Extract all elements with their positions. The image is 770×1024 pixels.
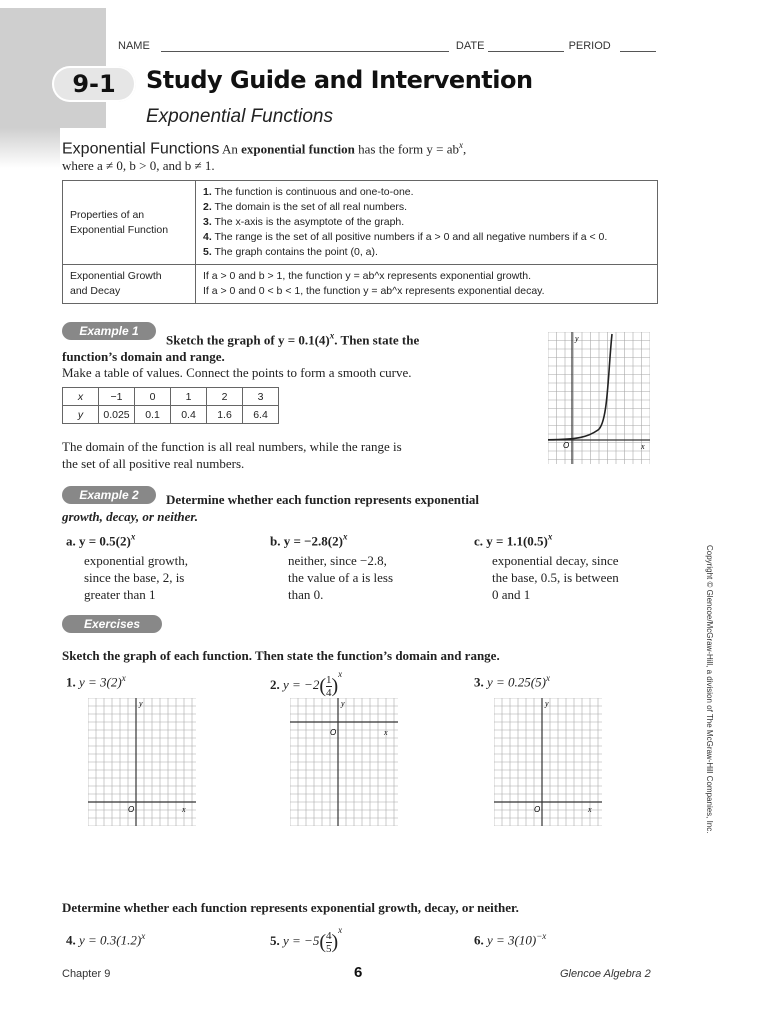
growth-decay-list xyxy=(196,265,658,304)
exercise-3-graph xyxy=(494,698,602,826)
example1-prompt xyxy=(62,328,532,365)
fraction-numerator: 4 xyxy=(326,929,332,942)
page-subtitle: Exponential Functions xyxy=(146,106,333,127)
exercises-badge: Exercises xyxy=(62,615,162,633)
exercise-number: 3. xyxy=(474,674,484,690)
grid-lines xyxy=(290,698,398,826)
exercises-instruction: Sketch the graph of each function. Then state the function’s domain and range. xyxy=(62,648,500,663)
part-answer-line: the base, 0.5, is between xyxy=(492,570,619,586)
table-cell: −1 xyxy=(99,388,135,406)
example1-values-table xyxy=(62,387,279,424)
grid-lines xyxy=(494,698,602,826)
part-label: a. xyxy=(66,533,76,549)
definition-heading: Exponential Functions xyxy=(62,140,220,158)
part-answer-line: the value of a is less xyxy=(288,570,394,586)
growth-decay-label-line1: Exponential Growth xyxy=(70,270,162,282)
exercise-1 xyxy=(66,670,126,690)
exercise-5: 5. y = −5( $\frac{4}{5}$ )$^x$ xyxy=(270,925,343,955)
date-field[interactable] xyxy=(488,41,564,52)
part-answer-line: exponential decay, since xyxy=(492,553,619,569)
lesson-number: 9-1 xyxy=(72,70,116,98)
x-axis-label: x xyxy=(588,805,592,814)
example1-prompt-line2: function’s domain and range. xyxy=(62,349,225,365)
name-field[interactable] xyxy=(161,41,449,52)
exercise-exponent: x xyxy=(338,925,343,935)
exercise-number: 1. xyxy=(66,674,76,690)
exercise-function: y = −5 xyxy=(283,933,320,948)
page-title: Study Guide and Intervention xyxy=(146,66,533,94)
growth-decay-label xyxy=(63,265,196,304)
list-item: If a > 0 and 0 < b < 1, the function y = ab^x represents exponential decay. xyxy=(203,285,545,297)
part-label: b. xyxy=(270,533,281,549)
exercises-instruction-2: Determine whether each function represents exponential growth, decay, or neither. xyxy=(62,900,519,915)
table-cell: 0.1 xyxy=(135,406,171,424)
list-item: 5. The graph contains the point (0, a). xyxy=(203,246,378,258)
properties-label-line2: Exponential Function xyxy=(70,223,169,236)
exercise-exponent: x xyxy=(545,673,550,683)
part-function: y = 0.5(2) xyxy=(79,533,131,549)
copyright-notice xyxy=(700,545,716,845)
table-row xyxy=(63,406,279,424)
fraction-numerator: 1 xyxy=(326,673,332,686)
definition-form-exponent: x xyxy=(458,140,463,150)
origin-label: O xyxy=(534,805,541,814)
y-axis-label: y xyxy=(341,699,345,708)
part-answer-line: 0 and 1 xyxy=(492,587,531,603)
part-answer-line: than 0. xyxy=(288,587,324,603)
x-axis-label: x xyxy=(384,728,388,737)
exercise-exponent: −x xyxy=(536,931,547,941)
example2-prompt-line1: Determine whether each function represents exponential xyxy=(166,492,480,507)
exercise-number: 6. xyxy=(474,932,484,948)
table-cell: 1.6 xyxy=(207,406,243,424)
part-answer-line: neither, since −2.8, xyxy=(288,553,387,569)
example1-badge: Example 1 xyxy=(62,322,156,340)
footer-page-number: 6 xyxy=(354,964,363,981)
example2-part-c xyxy=(474,529,674,603)
part-function: y = 1.1(0.5) xyxy=(486,533,548,549)
growth-decay-label-line2: and Decay xyxy=(70,285,121,297)
table-header-x: x xyxy=(63,388,99,406)
example2-part-a xyxy=(66,529,266,603)
origin-label: O xyxy=(128,805,135,814)
list-item: 2. The domain is the set of all real numbers. xyxy=(203,201,408,213)
exercise-number: 2. xyxy=(270,677,280,692)
exercise-number: 4. xyxy=(66,932,76,948)
part-answer-line: greater than 1 xyxy=(84,587,156,603)
exercise-exponent: x xyxy=(141,931,146,941)
part-exponent: x xyxy=(130,532,136,542)
example1-answer xyxy=(62,438,402,472)
definition-form: has the form y = ab xyxy=(358,141,459,157)
exercise-function: y = 3(2) xyxy=(79,674,122,690)
fraction-denominator: 4 xyxy=(326,686,332,699)
definition-lead: An xyxy=(221,141,238,157)
exercise-3 xyxy=(474,670,550,690)
example2-badge: Example 2 xyxy=(62,486,156,504)
y-axis-label: y xyxy=(139,699,143,708)
exercise-function: y = 0.3(1.2) xyxy=(79,932,142,948)
part-exponent: x xyxy=(342,532,348,542)
exercise-exponent: x xyxy=(338,669,343,679)
part-exponent: x xyxy=(547,532,553,542)
list-item: 3. The x-axis is the asymptote of the graph. xyxy=(203,216,405,228)
table-row xyxy=(63,388,279,406)
table-cell: 0.025 xyxy=(99,406,135,424)
example1-prompt-line1: Sketch the graph of y = 0.1(4) xyxy=(166,332,330,348)
exercise-function: y = −2 xyxy=(283,677,320,692)
footer-chapter: Chapter 9 xyxy=(62,968,111,980)
x-axis-label: x xyxy=(182,805,186,814)
example1-instruction: Make a table of values. Connect the points to form a smooth curve. xyxy=(62,365,412,380)
example2-prompt-line2: growth, decay, or neither. xyxy=(62,509,199,524)
properties-label xyxy=(63,181,196,265)
example1-graph xyxy=(548,332,650,464)
y-axis-label: y xyxy=(545,699,549,708)
table-header-y: y xyxy=(63,406,99,424)
properties-table xyxy=(62,180,658,304)
exercise-number: 5. xyxy=(270,933,280,948)
exercise-4 xyxy=(66,928,145,948)
example1-prompt-line1-end: . Then state the xyxy=(334,332,420,348)
origin-label: O xyxy=(330,728,337,737)
list-item: 1. The function is continuous and one-to-one. xyxy=(203,186,414,198)
list-item: If a > 0 and b > 1, the function y = ab^x represents exponential growth. xyxy=(203,270,532,282)
exercise-6 xyxy=(474,928,546,948)
table-cell: 6.4 xyxy=(243,406,279,424)
y-axis-label: y xyxy=(575,334,579,343)
part-label: c. xyxy=(474,533,484,549)
exercise-2-graph xyxy=(290,698,398,826)
part-answer-line: since the base, 2, is xyxy=(84,570,185,586)
period-label: PERIOD xyxy=(568,40,611,52)
header-tab-fade xyxy=(0,128,60,168)
name-label: NAME xyxy=(118,40,150,52)
exercise-function: y = 0.25(5) xyxy=(487,674,546,690)
period-field[interactable] xyxy=(620,41,656,52)
student-info-header xyxy=(118,40,658,52)
definition-conditions: where a ≠ 0, b > 0, and b ≠ 1. xyxy=(62,158,215,174)
x-axis-label: x xyxy=(641,442,645,451)
exponential-curve xyxy=(548,334,612,440)
example1-prompt-exponent: x xyxy=(329,331,335,341)
exercise-exponent: x xyxy=(121,673,126,683)
date-label: DATE xyxy=(455,40,485,52)
exercise-2: 2. y = −2( $\frac{1}{4}$ )$^x$ xyxy=(270,669,343,699)
properties-label-line1: Properties of an xyxy=(70,208,145,221)
exercise-1-graph xyxy=(88,698,196,826)
footer-book: Glencoe Algebra 2 xyxy=(560,968,651,980)
lesson-number-badge xyxy=(52,66,136,102)
definition-section xyxy=(62,137,662,174)
fraction-denominator: 5 xyxy=(326,942,332,955)
copyright-text: Copyright © Glencoe/McGraw-Hill, a division of The McGraw-Hill Companies, Inc. xyxy=(705,545,714,834)
example1-answer-line2: the set of all positive real numbers. xyxy=(62,456,245,471)
definition-term: exponential function xyxy=(241,141,355,157)
exercise-function: y = 3(10) xyxy=(487,932,537,948)
example2-part-b xyxy=(270,529,470,603)
table-cell: 0 xyxy=(135,388,171,406)
grid-lines xyxy=(88,698,196,826)
table-row xyxy=(63,181,658,265)
example2-prompt xyxy=(62,491,622,525)
table-cell: 2 xyxy=(207,388,243,406)
origin-label: O xyxy=(563,441,570,450)
properties-list xyxy=(196,181,658,265)
part-answer-line: exponential growth, xyxy=(84,553,188,569)
table-cell: 0.4 xyxy=(171,406,207,424)
list-item: 4. The range is the set of all positive numbers if a > 0 and all negative numbers if a < 0. xyxy=(203,231,608,243)
table-cell: 3 xyxy=(243,388,279,406)
part-function: y = −2.8(2) xyxy=(283,533,343,549)
table-row xyxy=(63,265,658,304)
table-cell: 1 xyxy=(171,388,207,406)
example1-answer-line1: The domain of the function is all real numbers, while the range is xyxy=(62,439,402,454)
definition-form-end: , xyxy=(462,141,467,157)
